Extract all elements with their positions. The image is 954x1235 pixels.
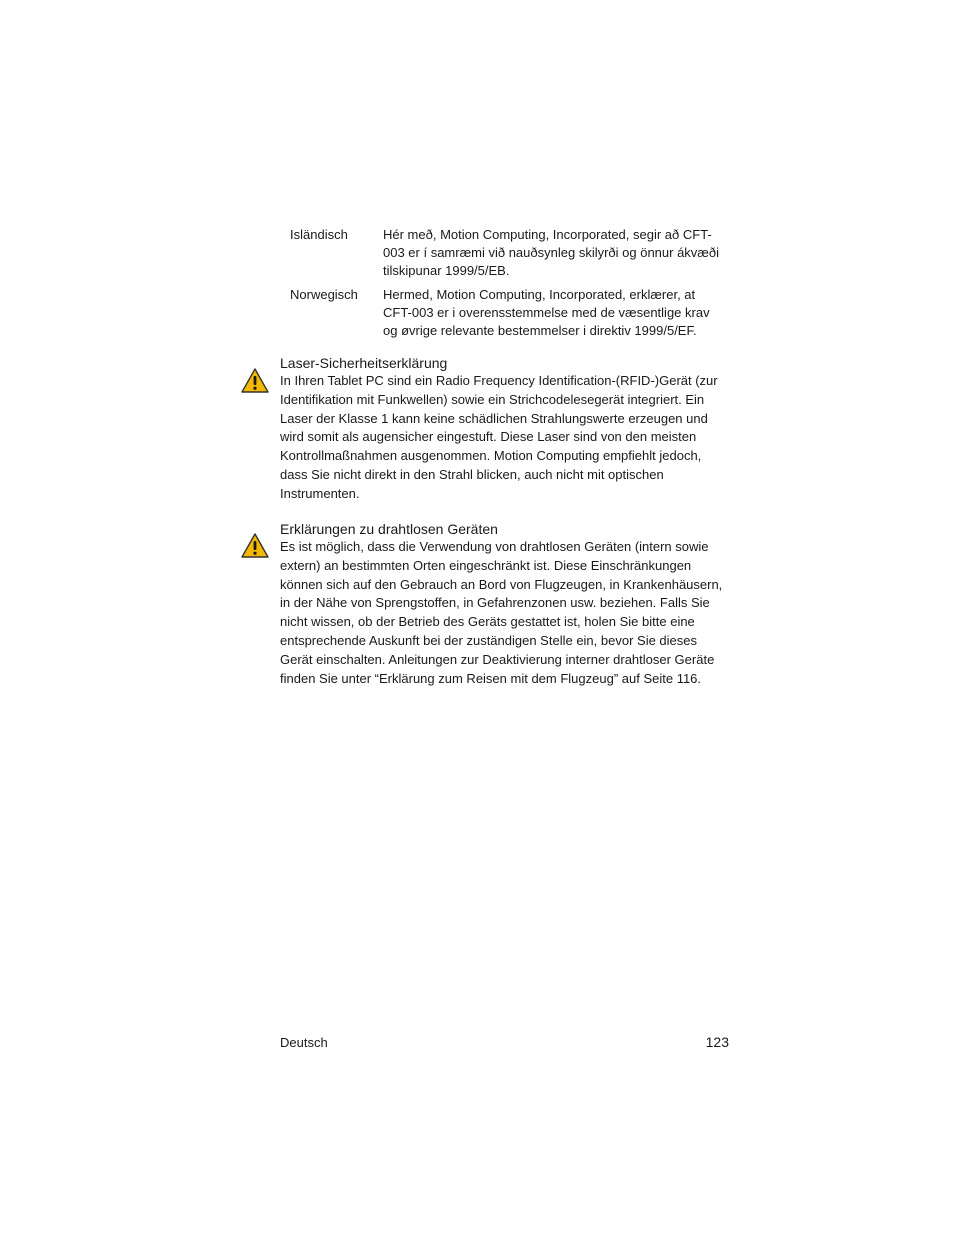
declaration-text: Hermed, Motion Computing, Incorporated, erklærer, at CFT-003 er i overensstemmelse med de væsentlige krav og øvrige relevante bestemmelser i direktiv 1999/5/EF. <box>383 287 710 338</box>
footer-language: Deutsch <box>280 1035 328 1050</box>
laser-safety-body: In Ihren Tablet PC sind ein Radio Frequency Identification-(RFID-)Gerät (zur Identifikation mit Funkwellen) sowie ein Strichcodelesegerät integriert. Ein Laser der Klasse 1 kann keine schädlichen Strahlungswerte erzeugen und wird somit als augensicher eingestuft. Diese Laser sind von den meisten Kontrollmaßnahmen ausgenommen. Motion Computing empfiehlt jedoch, dass Sie nicht direkt in den Strahl blicken, auch nicht mit optischen Instrumenten. <box>280 373 718 501</box>
laser-safety-title: Laser-Sicherheitserklärung <box>280 355 448 371</box>
laser-safety-section <box>280 354 725 504</box>
warning-icon <box>241 533 269 558</box>
wireless-devices-body: Es ist möglich, dass die Verwendung von drahtlosen Geräten (intern sowie extern) an bestimmten Orten eingeschränkt ist. Diese Einschränkungen können sich auf den Gebrauch an Bord von Flugzeugen, in Krankenhäusern, in der Nähe von Sprengstoffen, in Gefahrenzonen usw. beziehen. Falls Sie nicht wissen, ob der Betrieb des Geräts gestattet ist, holen Sie bitte eine entsprechende Auskunft bei der zuständigen Stelle ein, bevor Sie dieses Gerät einschalten. Anleitungen zur Deaktivierung interner drahtloser Geräte finden Sie unter “Erklärung zum Reisen mit dem Flugzeug” auf Seite 116. <box>280 539 723 686</box>
wireless-devices-title: Erklärungen zu drahtlosen Geräten <box>280 521 498 537</box>
declaration-row-icelandic <box>290 226 730 280</box>
declaration-row-norwegian <box>290 286 730 340</box>
declaration-language: Isländisch <box>290 227 348 242</box>
declaration-language: Norwegisch <box>290 287 358 302</box>
declaration-text: Hér með, Motion Computing, Incorporated, segir að CFT-003 er í samræmi við nauðsynleg skilyrði og önnur ákvæði tilskipunar 1999/5/EB. <box>383 227 719 278</box>
warning-icon <box>241 368 269 393</box>
wireless-devices-section <box>280 520 725 688</box>
declaration-table <box>290 226 730 346</box>
page-number: 123 <box>705 1034 729 1050</box>
